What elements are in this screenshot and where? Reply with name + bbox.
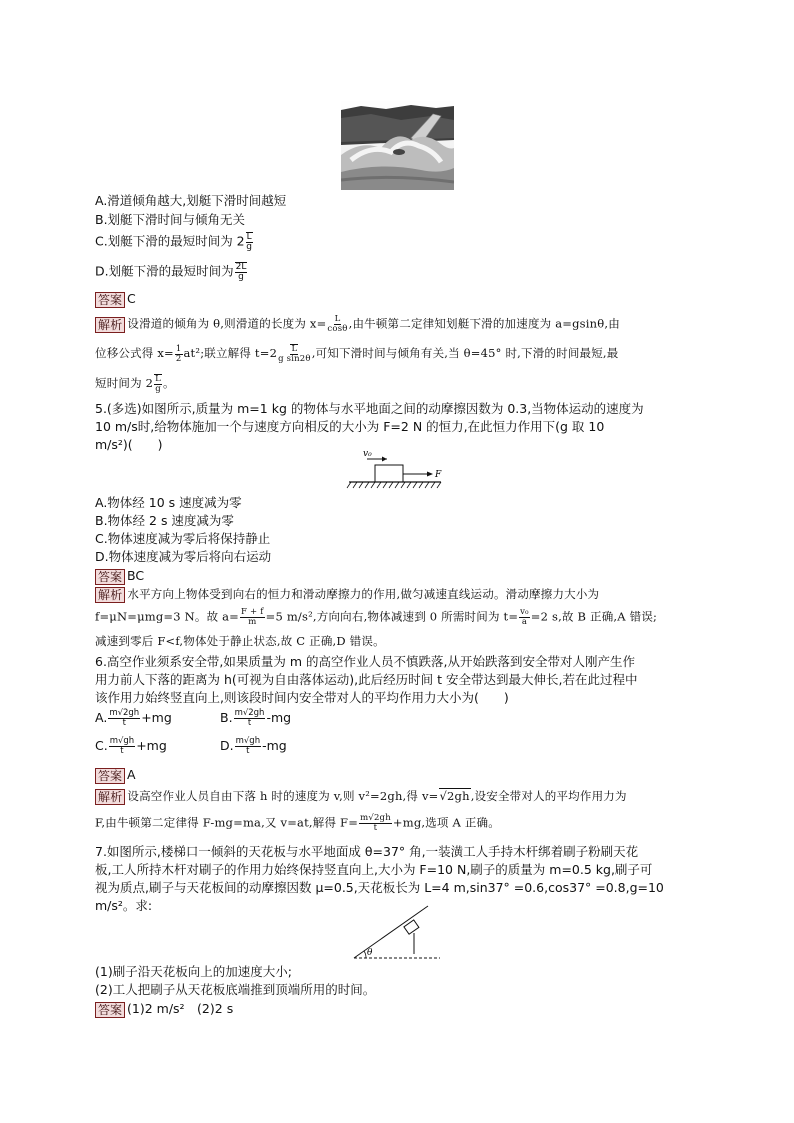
q6-analysis-tag: 解析 [95, 789, 125, 805]
q6-option-a-label: A. [95, 710, 108, 725]
q5-analysis-l2c: =2 s,故 B 正确,A 错误; [530, 609, 658, 624]
q6-option-d-frac [235, 737, 261, 756]
q6-answer-tag: 答案 [95, 768, 125, 784]
q5-block [375, 465, 403, 482]
q5-analysis-frac1 [240, 608, 265, 627]
q4-analysis-line2 [95, 344, 619, 364]
q7-stem-line4: m/s²。求: [95, 898, 153, 913]
q7-sub1: (1)刷子沿天花板向上的加速度大小; [95, 964, 292, 979]
q4-option-c-frac-num: L [246, 232, 252, 242]
q5-analysis-frac2 [519, 608, 530, 627]
q5-force-label: F [435, 470, 442, 480]
q6-option-b-num: m√2gh [234, 708, 265, 718]
q6-option-b-frac [234, 709, 266, 728]
q6-option-a-tail: +mg [141, 710, 172, 725]
q6-option-a-num: m√2gh [109, 708, 140, 718]
q4-analysis-l1b: ,由牛顿第二定律知划艇下滑的加速度为 a=gsinθ,由 [348, 316, 620, 331]
q6-option-c-tail: +mg [136, 738, 167, 753]
q7-brush [404, 920, 419, 934]
q6-analysis-sqrt-val: 2gh [447, 789, 470, 803]
q4-analysis-line3 [95, 374, 175, 394]
q6-option-b-den: t [247, 718, 252, 728]
q5-answer-value: BC [127, 568, 145, 583]
q4-option-c-frac-den: g [246, 242, 252, 252]
boat-slide-photo [341, 100, 454, 190]
q5-option-c: C.物体速度减为零后将保持静止 [95, 531, 271, 546]
q4-analysis-l1a: 设滑道的倾角为 θ,则滑道的长度为 x= [127, 316, 327, 331]
q4-option-c [95, 232, 254, 252]
q5-answer-tag: 答案 [95, 569, 125, 585]
q5-stem-line3: m/s²)( ) [95, 437, 163, 452]
q6-option-c-den: t [120, 746, 124, 756]
q5-stem-line2: 10 m/s时,给物体施加一个与速度方向相反的大小为 F=2 N 的恒力,在此恒力作用下(g 取 10 [95, 419, 605, 434]
q5-option-b: B.物体经 2 s 速度减为零 [95, 513, 234, 528]
q7-ceiling-line [354, 906, 428, 958]
q6-option-d-label: D. [220, 738, 234, 753]
q4-analysis-frac2-den: 2 [175, 353, 182, 364]
q4-analysis-l2a: 位移公式得 x= [95, 346, 174, 360]
q6-option-a-frac [108, 709, 140, 728]
q6-option-a [95, 709, 172, 728]
q6-option-d-den: t [246, 746, 250, 756]
q6-analysis-frac-num: m√2gh [360, 813, 391, 823]
q5-analysis-frac2-num: v₀ [520, 607, 529, 617]
q6-stem-line1: 6.高空作业须系安全带,如果质量为 m 的高空作业人员不慎跌落,从开始跌落到安全带对人刚产生作 [95, 654, 635, 669]
q4-answer-row [95, 290, 136, 308]
q4-option-a: A.滑道倾角越大,划艇下滑时间越短 [95, 193, 287, 208]
q7-ceiling-figure [350, 902, 445, 962]
q4-option-d-sqrt [235, 262, 248, 282]
q6-option-a-den: t [122, 718, 126, 728]
q4-analysis-frac3-den: g sin2θ [278, 354, 311, 364]
q4-analysis-line1 [95, 315, 620, 334]
q5-analysis-frac1-num: F + f [241, 607, 264, 617]
q6-option-d-tail: -mg [262, 738, 287, 753]
q6-analysis-line2 [95, 814, 500, 833]
q5-analysis-frac2-den: a [521, 617, 528, 627]
q4-analysis-frac1 [327, 315, 347, 334]
q4-analysis-frac3-num: L [291, 344, 298, 354]
q5-analysis-l2a: f=μN=μmg=3 N。故 a= [95, 609, 240, 624]
q4-analysis-frac2-num: 1 [175, 343, 182, 354]
q7-answer-tag: 答案 [95, 1002, 125, 1018]
q4-option-c-sqrt [246, 232, 253, 252]
q4-answer-tag: 答案 [95, 292, 125, 308]
q5-analysis-line3: 减速到零后 F<f,物体处于静止状态,故 C 正确,D 错误。 [95, 634, 385, 648]
q5-analysis-line2 [95, 608, 657, 627]
q4-analysis-l3b: 。 [163, 376, 175, 390]
q4-option-d-frac-den: g [238, 272, 244, 282]
q6-analysis-l2b: +mg,选项 A 正确。 [392, 815, 500, 830]
q4-analysis-frac1-den: cosθ [327, 324, 348, 334]
q5-option-d: D.物体速度减为零后将向右运动 [95, 549, 272, 564]
q6-stem-line3: 该作用力始终竖直向上,则该段时间内安全带对人的平均作用力大小为( ) [95, 690, 509, 705]
q5-block-figure [345, 448, 450, 492]
q6-analysis-frac-den: t [373, 823, 378, 833]
q4-analysis-frac3 [278, 344, 311, 364]
q4-analysis-frac4 [154, 374, 162, 394]
q7-stem-line3: 视为质点,刷子与天花板间的动摩擦因数 μ=0.5,天花板长为 L=4 m,sin37° =0.6,cos37° =0.8,g=10 [95, 880, 664, 895]
q6-option-c [95, 737, 167, 756]
q7-answer-row [95, 1000, 233, 1018]
q4-analysis-l2c: ,可知下滑时间与倾角有关,当 θ=45° 时,下滑的时间最短,最 [311, 346, 619, 360]
q4-option-d-frac-num: 2L [235, 262, 247, 272]
q6-analysis-sqrt: √2gh [439, 789, 470, 803]
q5-stem-line1: 5.(多选)如图所示,质量为 m=1 kg 的物体与水平地面之间的动摩擦因数为 0.3,当物体运动的速度为 [95, 401, 644, 416]
q7-stem-line2: 板,工人所持木杆对刷子的作用力始终保持竖直向上,大小为 F=10 N,刷子的质量为 m=0.5 kg,刷子可 [95, 862, 653, 877]
q6-answer-value: A [127, 767, 136, 782]
q5-v0-label: v₀ [363, 449, 372, 459]
q5-analysis-l1: 水平方向上物体受到向右的恒力和滑动摩擦力的作用,做匀减速直线运动。滑动摩擦力大小为 [127, 587, 600, 601]
q4-analysis-frac4-den: g [155, 384, 161, 394]
q5-analysis-tag: 解析 [95, 587, 125, 603]
q5-analysis-line1 [95, 586, 599, 603]
q6-analysis-line1 [95, 788, 627, 805]
q6-option-b [220, 709, 291, 728]
q7-sub2: (2)工人把刷子从天花板底端推到顶端所用的时间。 [95, 982, 376, 997]
q6-answer-row [95, 766, 136, 784]
q4-option-d [95, 262, 248, 282]
q7-answer-value: (1)2 m/s² (2)2 s [127, 1001, 234, 1016]
q4-analysis-frac2 [175, 345, 183, 364]
q5-analysis-frac1-den: m [248, 617, 257, 627]
q4-answer-value: C [127, 291, 136, 306]
q4-analysis-tag: 解析 [95, 317, 125, 333]
q4-analysis-frac1-num: L [334, 314, 341, 324]
q7-theta-label: θ [367, 948, 373, 958]
q6-analysis-l2a: F,由牛顿第二定律得 F-mg=ma,又 v=at,解得 F= [95, 815, 359, 830]
q6-analysis-l1a: 设高空作业人员自由下落 h 时的速度为 v,则 v²=2gh,得 v= [127, 789, 439, 803]
q4-option-d-text: D.划艇下滑的最短时间为 [95, 263, 234, 279]
q5-analysis-l2b: =5 m/s²,方向向右,物体减速到 0 所需时间为 t= [265, 609, 519, 624]
q4-analysis-l2b: at²;联立解得 t=2 [183, 346, 278, 360]
q6-option-b-tail: -mg [266, 710, 292, 725]
q4-option-b: B.划艇下滑时间与倾角无关 [95, 212, 246, 227]
q4-analysis-frac4-num: L [155, 374, 162, 384]
q6-option-d [220, 737, 287, 756]
q6-stem-line2: 用力前人下落的距离为 h(可视为自由落体运动),此后经历时间 t 安全带达到最大伸长,若在此过程中 [95, 672, 638, 687]
q5-option-a: A.物体经 10 s 速度减为零 [95, 495, 242, 510]
q5-answer-row [95, 567, 144, 585]
q7-stem-line1: 7.如图所示,楼梯口一倾斜的天花板与水平地面成 θ=37° 角,一装潢工人手持木杆绑着刷子粉刷天花 [95, 844, 639, 859]
q6-analysis-frac [359, 814, 392, 833]
q4-analysis-l3a: 短时间为 2 [95, 376, 154, 390]
q6-option-d-num: m√gh [235, 736, 261, 746]
q6-option-c-label: C. [95, 738, 108, 753]
q6-analysis-l1b: ,设安全带对人的平均作用力为 [470, 789, 627, 803]
q6-option-b-label: B. [220, 710, 233, 725]
q6-option-c-frac [109, 737, 135, 756]
q4-option-c-text: C.划艇下滑的最短时间为 2 [95, 233, 245, 249]
q6-option-c-num: m√gh [109, 736, 135, 746]
